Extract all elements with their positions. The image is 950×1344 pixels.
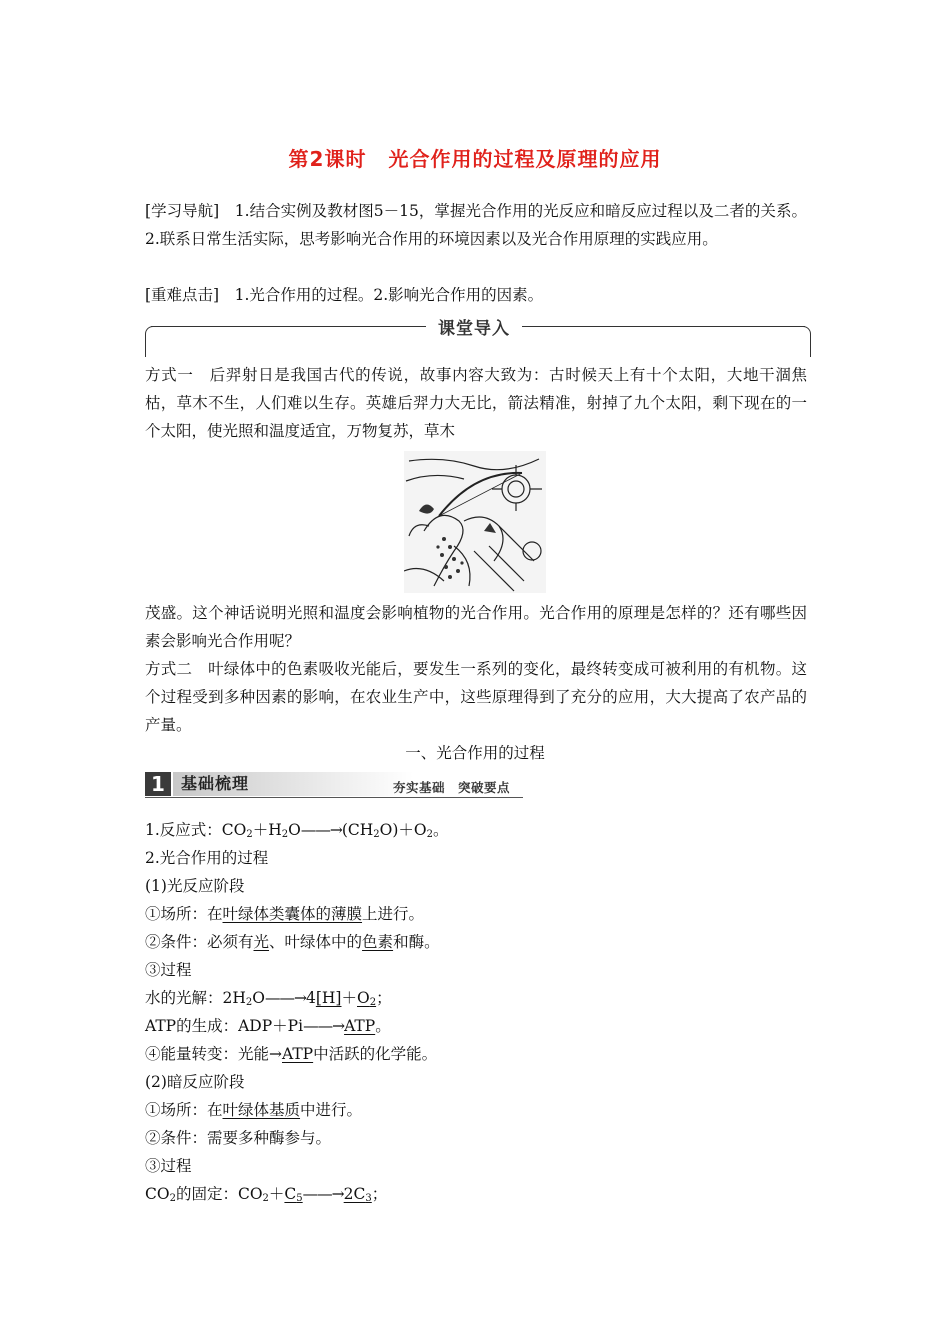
key-points: [重难点击] 1.光合作用的过程。2.影响光合作用的因素。 xyxy=(145,286,544,304)
light-stage-condition: ②条件：必须有光、叶绿体中的色素和酶。 xyxy=(145,933,440,951)
arrow-icon: ——→ xyxy=(264,989,306,1007)
section-heading: 一、光合作用的过程 xyxy=(405,744,545,762)
method-one-text-cont: 茂盛。这个神话说明光照和温度会影响植物的光合作用。光合作用的原理是怎样的？还有哪些因素会影响光合作用呢？ xyxy=(145,604,807,650)
blank-answer: 光 xyxy=(253,933,270,951)
arrow-icon: ——→ xyxy=(302,1185,344,1203)
light-stage-process: ③过程 xyxy=(145,961,192,979)
arrow-icon: ——→ xyxy=(303,1017,345,1035)
lesson-number: 第2课时 xyxy=(288,147,367,171)
intro-banner-label: 课堂导入 xyxy=(426,314,522,339)
blank-answer: $C_5$ xyxy=(284,1185,303,1204)
intro-banner xyxy=(145,319,811,359)
blank-answer: $O_2$ xyxy=(357,989,377,1008)
blank-answer: $2C_3$ xyxy=(343,1185,372,1204)
blank-answer: [H] xyxy=(315,989,342,1007)
reaction-equation: 1.反应式：$CO_2+H_2O——\to(CH_2O)+O_2$。 xyxy=(145,821,449,840)
dark-stage-heading: (2)暗反应阶段 xyxy=(145,1073,245,1091)
page-title xyxy=(0,143,950,172)
lesson-title: 光合作用的过程及原理的应用 xyxy=(388,147,662,171)
blank-answer: 叶绿体类囊体的薄膜 xyxy=(222,905,363,923)
method-one-text: 方式一 后羿射日是我国古代的传说，故事内容大致为：古时候天上有十个太阳，大地干涸焦枯，草木不生，人们难以生存。英雄后羿力大无比，箭法精准，射掉了九个太阳，剩下现在的一个太阳，使光照和温度适宜，万物复苏，草木 xyxy=(145,366,807,440)
light-stage-site: ①场所：在叶绿体类囊体的薄膜上进行。 xyxy=(145,905,425,923)
method-two-text: 方式二 叶绿体中的色素吸收光能后，要发生一系列的变化，最终转变成可被利用的有机物。这个过程受到多种因素的影响，在农业生产中，这些原理得到了充分的应用，大大提高了农产品的产量。 xyxy=(145,660,807,734)
study-guide: [学习导航] 1.结合实例及教材图5－15，掌握光合作用的光反应和暗反应过程以及二者的关系。2.联系日常生活实际，思考影响光合作用的环境因素以及光合作用原理的实践应用。 xyxy=(145,202,807,248)
process-heading: 2.光合作用的过程 xyxy=(145,849,269,867)
section-tagline: 夯实基础 突破要点 xyxy=(393,780,511,795)
energy-conversion: ④能量转变：光能→ATP中活跃的化学能。 xyxy=(145,1045,438,1063)
dark-stage-site: ①场所：在叶绿体基质中进行。 xyxy=(145,1101,363,1119)
water-photolysis: 水的光解：$2H_2O——\to 4[H]+O_2$； xyxy=(145,989,392,1008)
blank-answer: 色素 xyxy=(362,933,394,951)
houyi-shooting-sun-illustration xyxy=(404,451,546,593)
arrow-icon: ——→ xyxy=(300,821,342,839)
dark-stage-process: ③过程 xyxy=(145,1157,192,1175)
blank-answer: ATP xyxy=(282,1045,314,1063)
blank-answer: 叶绿体基质 xyxy=(222,1101,301,1119)
section-number: 1 xyxy=(145,772,171,796)
basics-section-header xyxy=(145,770,525,800)
blank-answer: ATP xyxy=(344,1017,376,1035)
section-name: 基础梳理 xyxy=(181,774,250,793)
dark-stage-condition: ②条件：需要多种酶参与。 xyxy=(145,1129,332,1147)
light-stage-heading: (1)光反应阶段 xyxy=(145,877,245,895)
co2-fixation: $CO_2$的固定：$CO_2+C_5——\to 2C_3$； xyxy=(145,1185,388,1204)
atp-formation: ATP的生成：ADP＋Pi——→ATP。 xyxy=(145,1017,391,1035)
